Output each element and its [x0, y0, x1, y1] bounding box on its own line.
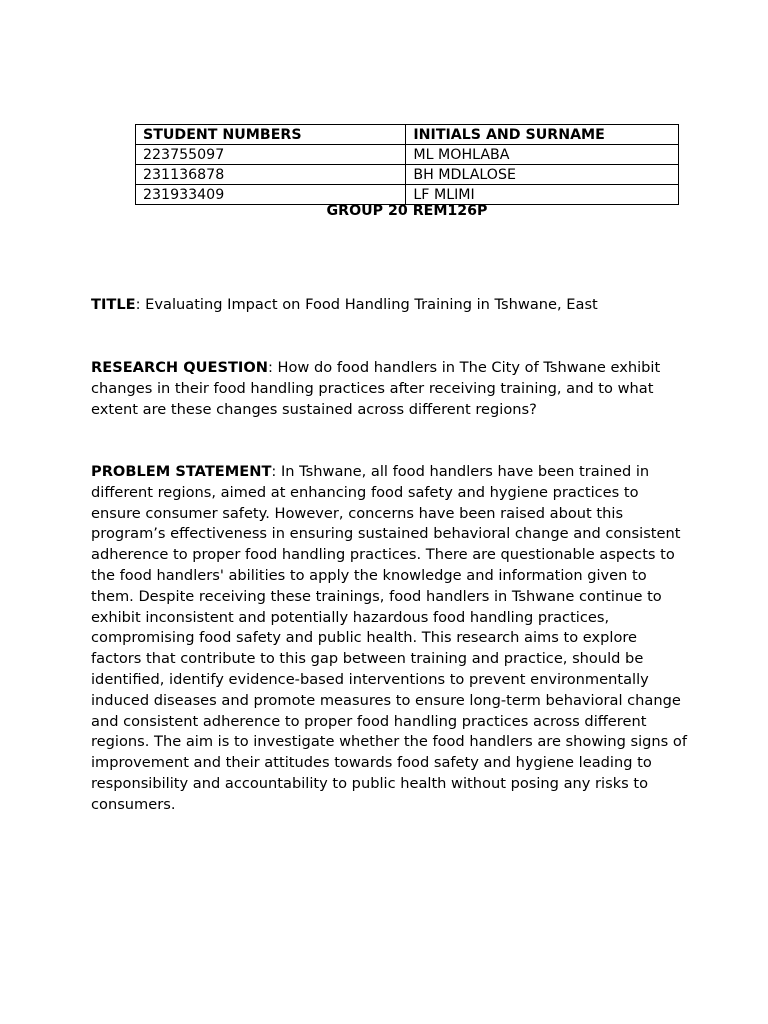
student-name-cell: BH MDLALOSE: [406, 165, 679, 185]
student-name-cell: LF MLIMI: [406, 185, 679, 205]
problem-statement-label: PROBLEM STATEMENT: [91, 463, 272, 480]
title-text: : Evaluating Impact on Food Handling Training in Tshwane, East: [135, 296, 598, 313]
table-row: [136, 165, 679, 185]
research-question-label: RESEARCH QUESTION: [91, 359, 268, 376]
research-question-paragraph: [91, 358, 691, 420]
header-initials-surname: INITIALS AND SURNAME: [406, 125, 679, 145]
student-number-cell: 231136878: [136, 165, 406, 185]
table-header-row: [136, 125, 679, 145]
header-student-numbers: STUDENT NUMBERS: [136, 125, 406, 145]
group-caption: GROUP 20 REM126P: [326, 203, 488, 219]
student-table: [135, 124, 679, 205]
title-label: TITLE: [91, 296, 136, 313]
student-number-cell: 231933409: [136, 185, 406, 205]
table-row: [136, 145, 679, 165]
problem-statement-paragraph: [91, 462, 691, 816]
problem-statement-text: : In Tshwane, all food handlers have been trained in different regions, aimed at enhancing food safety and hygiene practices to ensure consumer safety. However, concerns have been raised about this program’s effectiveness in ensuring sustained behavioral change and consistent adherence to proper food handling practices. There are questionable aspects to the food handlers' abilities to apply the knowledge and information given to them. Despite receiving these trainings, food handlers in Tshwane continue to exhibit inconsistent and potentially hazardous food handling practices, compromising food safety and public health. This research aims to explore factors that contribute to this gap between training and practice, should be identified, identify evidence-based interventions to prevent environmentally induced diseases and promote measures to ensure long-term behavioral change and consistent adherence to proper food handling practices across different regions. The aim is to investigate whether the food handlers are showing signs of improvement and their attitudes towards food safety and hygiene leading to responsibility and accountability to public health without posing any risks to consumers.: [91, 463, 687, 813]
student-number-cell: 223755097: [136, 145, 406, 165]
title-paragraph: [91, 295, 691, 316]
student-name-cell: ML MOHLABA: [406, 145, 679, 165]
research-question-text: : How do food handlers in The City of Tshwane exhibit changes in their food handling practices after receiving training, and to what extent are these changes sustained across different regions?: [91, 359, 661, 418]
